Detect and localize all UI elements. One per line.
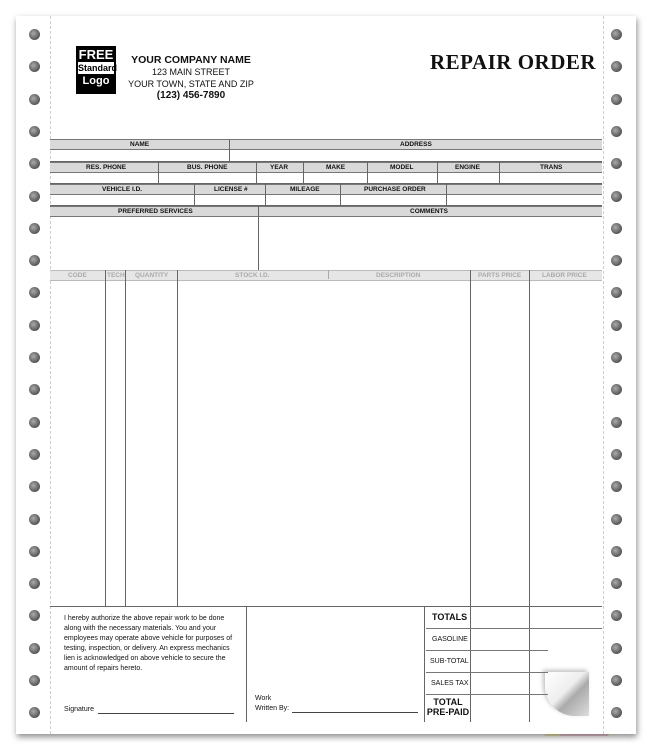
rule	[470, 672, 548, 673]
left-perforation	[50, 16, 51, 734]
feed-hole	[29, 417, 40, 428]
feed-hole	[29, 449, 40, 460]
logo-line2: Standard	[78, 63, 118, 73]
rule	[470, 650, 548, 651]
feed-hole	[29, 94, 40, 105]
code-header: CODE	[68, 272, 87, 279]
feed-hole	[29, 126, 40, 137]
feed-hole	[611, 29, 622, 40]
sales-tax-row	[426, 673, 530, 695]
items-table-header	[50, 270, 602, 281]
mileage-label: MILEAGE	[290, 186, 320, 193]
feed-hole	[611, 94, 622, 105]
feed-hole	[611, 223, 622, 234]
authorization-text: I hereby authorize the above repair work to be done along with the necessary materials. You and your employees may operate above vehicle for purposes of testing, inspection, or delivery. An express mechanics lien is acknowledged on above vehicle to secure the amount of repairs hereto.	[64, 615, 233, 672]
feed-hole	[29, 223, 40, 234]
divider	[265, 184, 266, 205]
name-label: NAME	[130, 141, 150, 148]
signature-label: Signature	[64, 706, 94, 713]
company-info	[120, 54, 262, 102]
stock-id-header: STOCK I.D.	[235, 272, 270, 279]
address-label: ADDRESS	[400, 141, 432, 148]
divider	[194, 184, 195, 205]
feed-hole	[611, 191, 622, 202]
sales-tax-label: SALES TAX	[431, 680, 469, 687]
parts-price-header: PARTS PRICE	[478, 272, 522, 279]
services-header	[50, 206, 602, 217]
gasoline-label: GASOLINE	[432, 636, 468, 643]
feed-hole	[29, 191, 40, 202]
subtotal-label: SUB-TOTAL	[430, 658, 469, 665]
vehicle-header-2	[50, 184, 602, 195]
form-title: REPAIR ORDER	[430, 50, 597, 74]
description-header: DESCRIPTION	[376, 272, 421, 279]
right-perforation	[603, 16, 604, 734]
feed-hole	[611, 514, 622, 525]
divider	[303, 162, 304, 183]
vehicle-header-1	[50, 162, 602, 173]
comments-label: COMMENTS	[410, 208, 448, 215]
logo-line1: FREE	[78, 47, 114, 62]
totals-label: TOTALS	[432, 612, 468, 622]
model-label: MODEL	[390, 164, 414, 171]
divider	[246, 606, 247, 722]
feed-hole	[29, 514, 40, 525]
feed-hole	[611, 449, 622, 460]
rule	[470, 628, 602, 629]
written-by-label: Written By:	[255, 705, 290, 712]
divider	[424, 606, 425, 722]
license-label: LICENSE #	[214, 186, 248, 193]
feed-hole	[611, 417, 622, 428]
vehicle-id-label: VEHICLE I.D.	[102, 186, 143, 193]
company-phone: (123) 456-7890	[156, 90, 226, 101]
divider	[340, 184, 341, 205]
divider	[470, 270, 471, 606]
feed-hole	[29, 320, 40, 331]
divider	[125, 270, 126, 606]
make-label: MAKE	[326, 164, 346, 171]
totals-row	[426, 606, 530, 629]
feed-hole	[611, 320, 622, 331]
total-label: TOTAL	[433, 697, 463, 707]
trans-label: TRANS	[540, 164, 563, 171]
feed-hole	[611, 126, 622, 137]
divider	[499, 162, 500, 183]
divider	[177, 270, 178, 606]
subtotal-row	[426, 651, 530, 673]
engine-label: ENGINE	[455, 164, 480, 171]
year-label: YEAR	[270, 164, 289, 171]
company-name: YOUR COMPANY NAME	[131, 54, 251, 66]
feed-hole	[611, 352, 622, 363]
prepaid-label: PRE-PAID	[426, 707, 470, 717]
gasoline-row	[426, 629, 530, 651]
written-by-line[interactable]	[292, 712, 418, 713]
divider	[229, 139, 230, 161]
feed-hole	[29, 352, 40, 363]
res-phone-label: RES. PHONE	[86, 164, 127, 171]
quantity-header: QUANTITY	[135, 272, 169, 279]
divider	[158, 162, 159, 183]
company-city: YOUR TOWN, STATE AND ZIP	[128, 79, 254, 89]
feed-hole	[29, 675, 40, 686]
company-street: 123 MAIN STREET	[151, 67, 231, 77]
feed-hole	[29, 643, 40, 654]
logo-line3: Logo	[82, 75, 110, 87]
feed-hole	[29, 546, 40, 557]
feed-hole	[611, 643, 622, 654]
rule	[470, 694, 548, 695]
divider	[367, 162, 368, 183]
preferred-services-label: PREFERRED SERVICES	[118, 208, 193, 215]
divider	[258, 206, 259, 270]
feed-hole	[29, 29, 40, 40]
divider	[105, 270, 106, 606]
signature-line[interactable]	[98, 713, 234, 714]
divider	[437, 162, 438, 183]
feed-hole	[611, 546, 622, 557]
purchase-order-label: PURCHASE ORDER	[364, 186, 426, 193]
work-label: Work	[255, 695, 272, 702]
total-prepaid-label	[426, 697, 470, 717]
company-logo	[76, 46, 116, 94]
feed-hole	[611, 675, 622, 686]
divider	[256, 162, 257, 183]
bus-phone-label: BUS. PHONE	[187, 164, 228, 171]
tech-header: TECH	[107, 272, 125, 279]
divider	[446, 184, 447, 205]
labor-price-header: LABOR PRICE	[542, 272, 587, 279]
customer-header	[50, 139, 602, 150]
divider	[328, 270, 329, 279]
